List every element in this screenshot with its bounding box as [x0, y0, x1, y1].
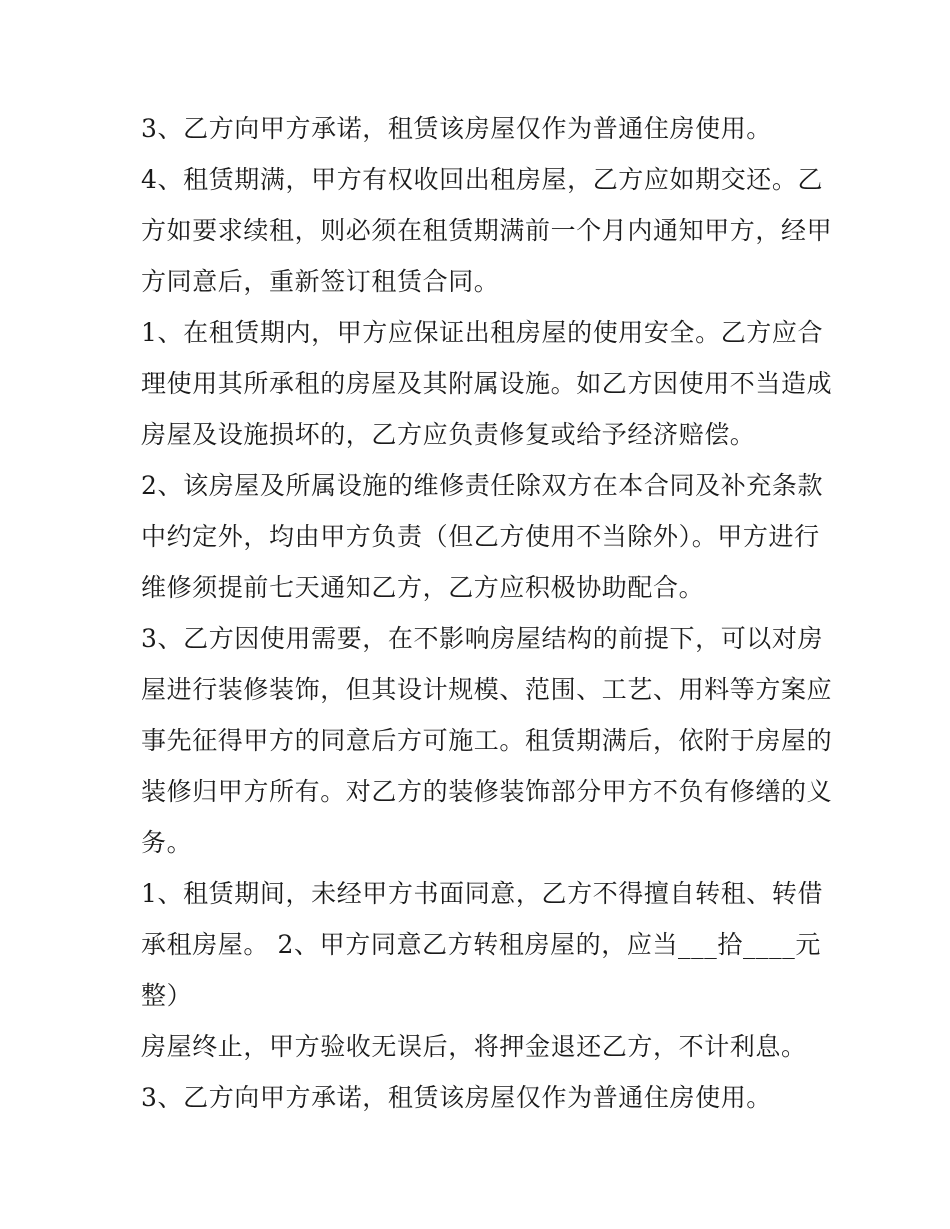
text-line: 方同意后，重新签订租赁合同。 — [141, 267, 500, 296]
text-line: 事先征得甲方的同意后方可施工。租赁期满后，依附于房屋的 — [141, 726, 833, 755]
text-line: 承租房屋。 2、甲方同意乙方转租房屋的，应当___拾____元 — [141, 930, 821, 959]
text-line: 1、租赁期间，未经甲方书面同意，乙方不得擅自转租、转借 — [141, 879, 824, 908]
text-line: 务。 — [141, 828, 193, 857]
text-line: 房屋终止，甲方验收无误后，将押金退还乙方，不计利息。 — [141, 1032, 807, 1061]
text-line: 方如要求续租，则必须在租赁期满前一个月内通知甲方，经甲 — [141, 216, 833, 245]
text-line: 房屋及设施损坏的，乙方应负责修复或给予经济赔偿。 — [141, 420, 756, 449]
text-line: 3、乙方向甲方承诺，租赁该房屋仅作为普通住房使用。 — [141, 114, 772, 143]
text-line: 理使用其所承租的房屋及其附属设施。如乙方因使用不当造成 — [141, 369, 833, 398]
text-line: 4、租赁期满，甲方有权收回出租房屋，乙方应如期交还。乙 — [141, 165, 824, 194]
text-line: 维修须提前七天通知乙方，乙方应积极协助配合。 — [141, 573, 705, 602]
text-line: 中约定外，均由甲方负责（但乙方使用不当除外）。甲方进行 — [141, 522, 820, 551]
text-line: 装修归甲方所有。对乙方的装修装饰部分甲方不负有修缮的义 — [141, 777, 833, 806]
text-line: 整） — [141, 981, 193, 1010]
text-line: 1、在租赁期内，甲方应保证出租房屋的使用安全。乙方应合 — [141, 318, 824, 347]
text-line: 屋进行装修装饰，但其设计规模、范围、工艺、用料等方案应 — [141, 675, 833, 704]
text-line: 2、该房屋及所属设施的维修责任除双方在本合同及补充条款 — [141, 471, 824, 500]
text-line: 3、乙方因使用需要，在不影响房屋结构的前提下，可以对房 — [141, 624, 824, 653]
document-body — [141, 103, 833, 1123]
text-line: 3、乙方向甲方承诺，租赁该房屋仅作为普通住房使用。 — [141, 1083, 772, 1112]
